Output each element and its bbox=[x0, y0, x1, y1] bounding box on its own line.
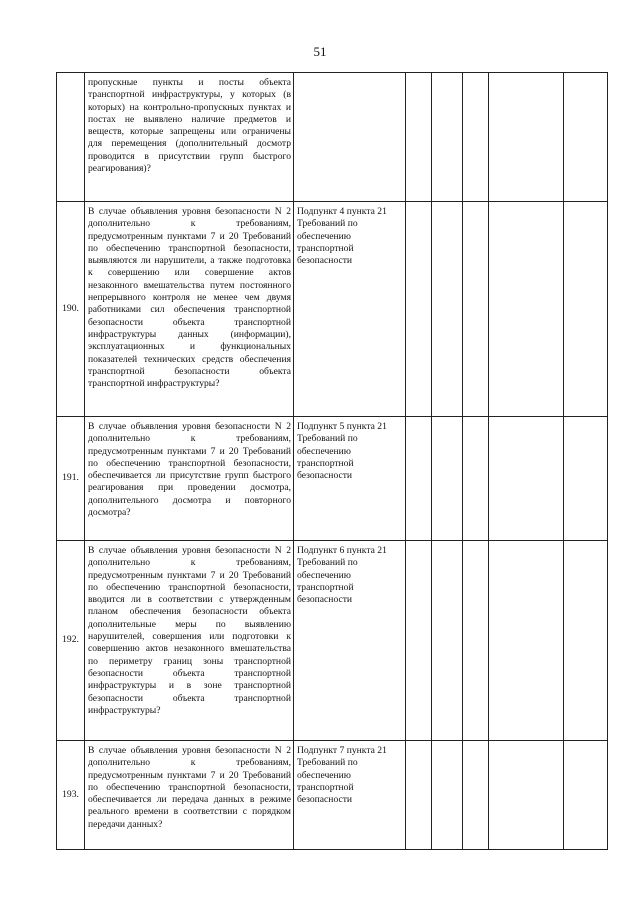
table-row bbox=[57, 202, 608, 417]
answer-yes-cell[interactable] bbox=[406, 541, 432, 741]
row-number: 191. bbox=[57, 417, 85, 541]
row-number: 190. bbox=[57, 202, 85, 417]
answer-no-cell[interactable] bbox=[432, 202, 463, 417]
row-number: 192. bbox=[57, 541, 85, 741]
note-cell[interactable] bbox=[564, 417, 608, 541]
comment-cell[interactable] bbox=[489, 541, 564, 741]
question-cell: пропускные пункты и посты объекта транспортной инфраструктуры, у которых (в которых) на контрольно-пропускных пунктах и постах не выявлено наличие предметов и веществ, которые запрещены или ограничены для перемещения (дополнительный досмотр проводится в присутствии групп быстрого реагирования)? bbox=[85, 73, 294, 202]
comment-cell[interactable] bbox=[489, 202, 564, 417]
table-row bbox=[57, 541, 608, 741]
question-cell: В случае объявления уровня безопасности N 2 дополнительно к требованиям, предусмотренным пунктами 7 и 20 Требований по обеспечению транспортной безопасности, выявляются ли нарушители, а также подготовка к совершению или совершение актов незаконного вмешательства путем постоянного непрерывного контроля не менее чем двумя работниками сил обеспечения транспортной безопасности объекта транспортной инфраструктуры данных (информации), эксплуатационных и функциональных показателей технических средств обеспечения транспортной безопасности объекта транспортной инфраструктуры? bbox=[85, 202, 294, 417]
note-cell[interactable] bbox=[564, 541, 608, 741]
answer-no-cell[interactable] bbox=[432, 73, 463, 202]
row-number: 193. bbox=[57, 741, 85, 850]
reference-cell: Подпункт 5 пункта 21 Требований по обеспечению транспортной безопасности bbox=[294, 417, 406, 541]
reference-cell: Подпункт 7 пункта 21 Требований по обеспечению транспортной безопасности bbox=[294, 741, 406, 850]
question-cell: В случае объявления уровня безопасности N 2 дополнительно к требованиям, предусмотренным пунктами 7 и 20 Требований по обеспечению транспортной безопасности, обеспечивается ли присутствие групп быстрого реагирования при проведении досмотра, дополнительного досмотра и повторного досмотра? bbox=[85, 417, 294, 541]
comment-cell[interactable] bbox=[489, 741, 564, 850]
note-cell[interactable] bbox=[564, 741, 608, 850]
comment-cell[interactable] bbox=[489, 73, 564, 202]
answer-yes-cell[interactable] bbox=[406, 73, 432, 202]
answer-no-cell[interactable] bbox=[432, 541, 463, 741]
table-row bbox=[57, 741, 608, 850]
note-cell[interactable] bbox=[564, 202, 608, 417]
checklist-table bbox=[56, 72, 608, 850]
row-number bbox=[57, 73, 85, 202]
comment-cell[interactable] bbox=[489, 417, 564, 541]
page-number: 51 bbox=[313, 44, 327, 59]
answer-yes-cell[interactable] bbox=[406, 417, 432, 541]
table-row bbox=[57, 417, 608, 541]
answer-na-cell[interactable] bbox=[463, 202, 489, 417]
answer-na-cell[interactable] bbox=[463, 73, 489, 202]
question-cell: В случае объявления уровня безопасности N 2 дополнительно к требованиям, предусмотренным пунктами 7 и 20 Требований по обеспечению транспортной безопасности, обеспечивается ли передача данных в режиме реального времени в соответствии с порядком передачи данных? bbox=[85, 741, 294, 850]
table-row bbox=[57, 73, 608, 202]
answer-na-cell[interactable] bbox=[463, 417, 489, 541]
answer-no-cell[interactable] bbox=[432, 417, 463, 541]
question-cell: В случае объявления уровня безопасности N 2 дополнительно к требованиям, предусмотренным пунктами 7 и 20 Требований по обеспечению транспортной безопасности, вводится ли в соответствии с утвержденным планом обеспечения безопасности объекта дополнительные меры по выявлению нарушителей, совершения или подготовки к совершению актов незаконного вмешательства по периметру границ зоны транспортной безопасности объекта транспортной инфраструктуры и в зоне транспортной безопасности объекта транспортной инфраструктуры? bbox=[85, 541, 294, 741]
answer-yes-cell[interactable] bbox=[406, 202, 432, 417]
answer-na-cell[interactable] bbox=[463, 741, 489, 850]
note-cell[interactable] bbox=[564, 73, 608, 202]
answer-no-cell[interactable] bbox=[432, 741, 463, 850]
reference-cell bbox=[294, 73, 406, 202]
answer-na-cell[interactable] bbox=[463, 541, 489, 741]
reference-cell: Подпункт 6 пункта 21 Требований по обеспечению транспортной безопасности bbox=[294, 541, 406, 741]
answer-yes-cell[interactable] bbox=[406, 741, 432, 850]
reference-cell: Подпункт 4 пункта 21 Требований по обеспечению транспортной безопасности bbox=[294, 202, 406, 417]
